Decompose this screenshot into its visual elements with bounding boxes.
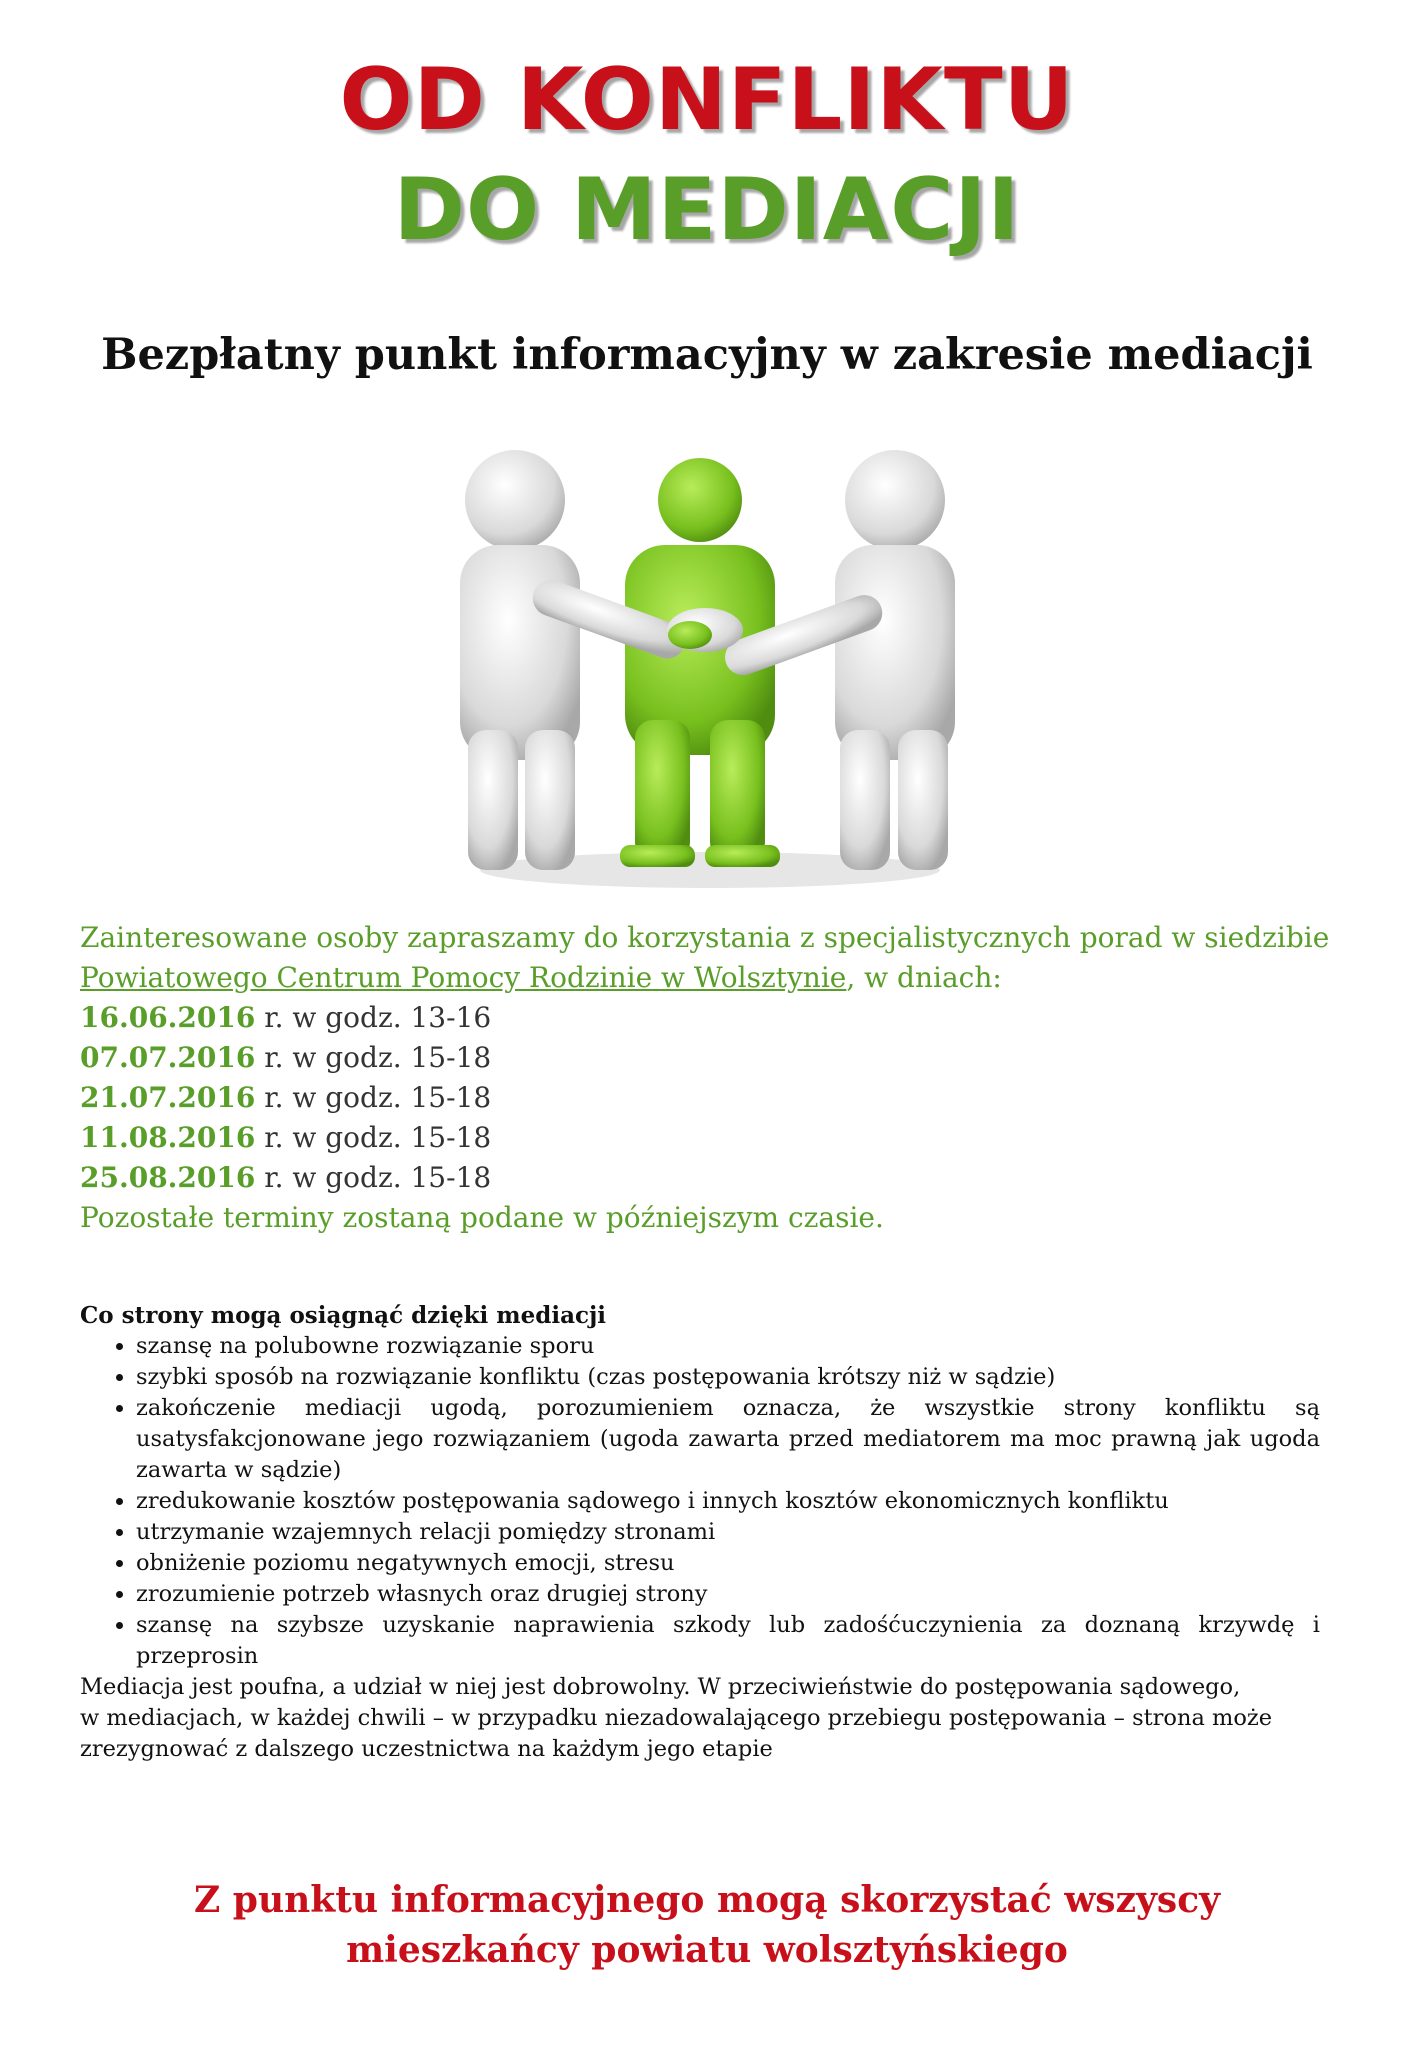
- hours: r. w godz. 15-18: [255, 1041, 492, 1074]
- institution-link[interactable]: Powiatowego Centrum Pomocy Rodzinie w Wolsztynie: [80, 961, 847, 994]
- date-row: [80, 1118, 1340, 1158]
- list-item: • szybki sposób na rozwiązanie konfliktu (czas postępowania krótszy niż w sądzie): [136, 1362, 1320, 1393]
- title-line-2: DO MEDIACJI: [393, 160, 1021, 260]
- mediation-figures-illustration: [440, 440, 980, 900]
- date: 16.06.2016: [80, 1001, 256, 1034]
- date-row: [80, 1038, 1340, 1078]
- benefits-list: [80, 1331, 1320, 1672]
- closing-paragraph-line-1: Mediacja jest poufna, a udział w niej jest dobrowolny. W przeciwieństwie do postępowania sądowego,: [80, 1674, 1241, 1700]
- list-item: • zrozumienie potrzeb własnych oraz drugiej strony: [136, 1579, 1320, 1610]
- date: 21.07.2016: [80, 1081, 256, 1114]
- hours: r. w godz. 15-18: [255, 1161, 492, 1194]
- date-row: [80, 1158, 1340, 1198]
- date-row: [80, 1078, 1340, 1118]
- list-item: • szansę na polubowne rozwiązanie sporu: [136, 1331, 1320, 1362]
- list-item: • zakończenie mediacji ugodą, porozumieniem oznacza, że wszystkie strony konfliktu są usatysfakcjonowane jego rozwiązaniem (ugoda zawarta przed mediatorem ma moc prawną jak ugoda zawarta w sądzie): [136, 1393, 1320, 1486]
- benefits-section: [80, 1300, 1320, 1765]
- closing-paragraph-line-2: w mediacjach, w każdej chwili – w przypadku niezadowalającego przebiegu postępowania – strona może zrezygnować z dalszego uczestnictwa na każdym jego etapie: [80, 1705, 1273, 1762]
- footer-notice: [0, 1875, 1414, 1975]
- hours: r. w godz. 13-16: [255, 1001, 492, 1034]
- list-item: • szansę na szybsze uzyskanie naprawienia szkody lub zadośćuczynienia za doznaną krzywdę i przeprosin: [136, 1610, 1320, 1672]
- date-row: [80, 998, 1340, 1038]
- list-item: • zredukowanie kosztów postępowania sądowego i innych kosztów ekonomicznych konfliktu: [136, 1486, 1320, 1517]
- intro-text-after: , w dniach:: [846, 961, 1002, 994]
- date: 25.08.2016: [80, 1161, 256, 1194]
- title-line-1: OD KONFLIKTU: [339, 50, 1075, 150]
- subtitle: Bezpłatny punkt informacyjny w zakresie mediacji: [101, 330, 1313, 380]
- list-item: • obniżenie poziomu negatywnych emocji, stresu: [136, 1548, 1320, 1579]
- date: 07.07.2016: [80, 1041, 256, 1074]
- intro-paragraph: [80, 918, 1340, 998]
- hours: r. w godz. 15-18: [255, 1081, 492, 1114]
- schedule-note: Pozostałe terminy zostaną podane w późniejszym czasie.: [80, 1201, 884, 1234]
- intro-text: Zainteresowane osoby zapraszamy do korzystania z specjalistycznych porad w siedzibie: [80, 921, 1330, 954]
- intro-section: [80, 918, 1340, 1238]
- date: 11.08.2016: [80, 1121, 256, 1154]
- footer-line-1: Z punktu informacyjnego mogą skorzystać wszyscy: [193, 1879, 1221, 1921]
- benefits-heading: Co strony mogą osiągnąć dzięki mediacji: [80, 1302, 607, 1329]
- hours: r. w godz. 15-18: [255, 1121, 492, 1154]
- footer-line-2: mieszkańcy powiatu wolsztyńskiego: [346, 1929, 1068, 1971]
- list-item: • utrzymanie wzajemnych relacji pomiędzy stronami: [136, 1517, 1320, 1548]
